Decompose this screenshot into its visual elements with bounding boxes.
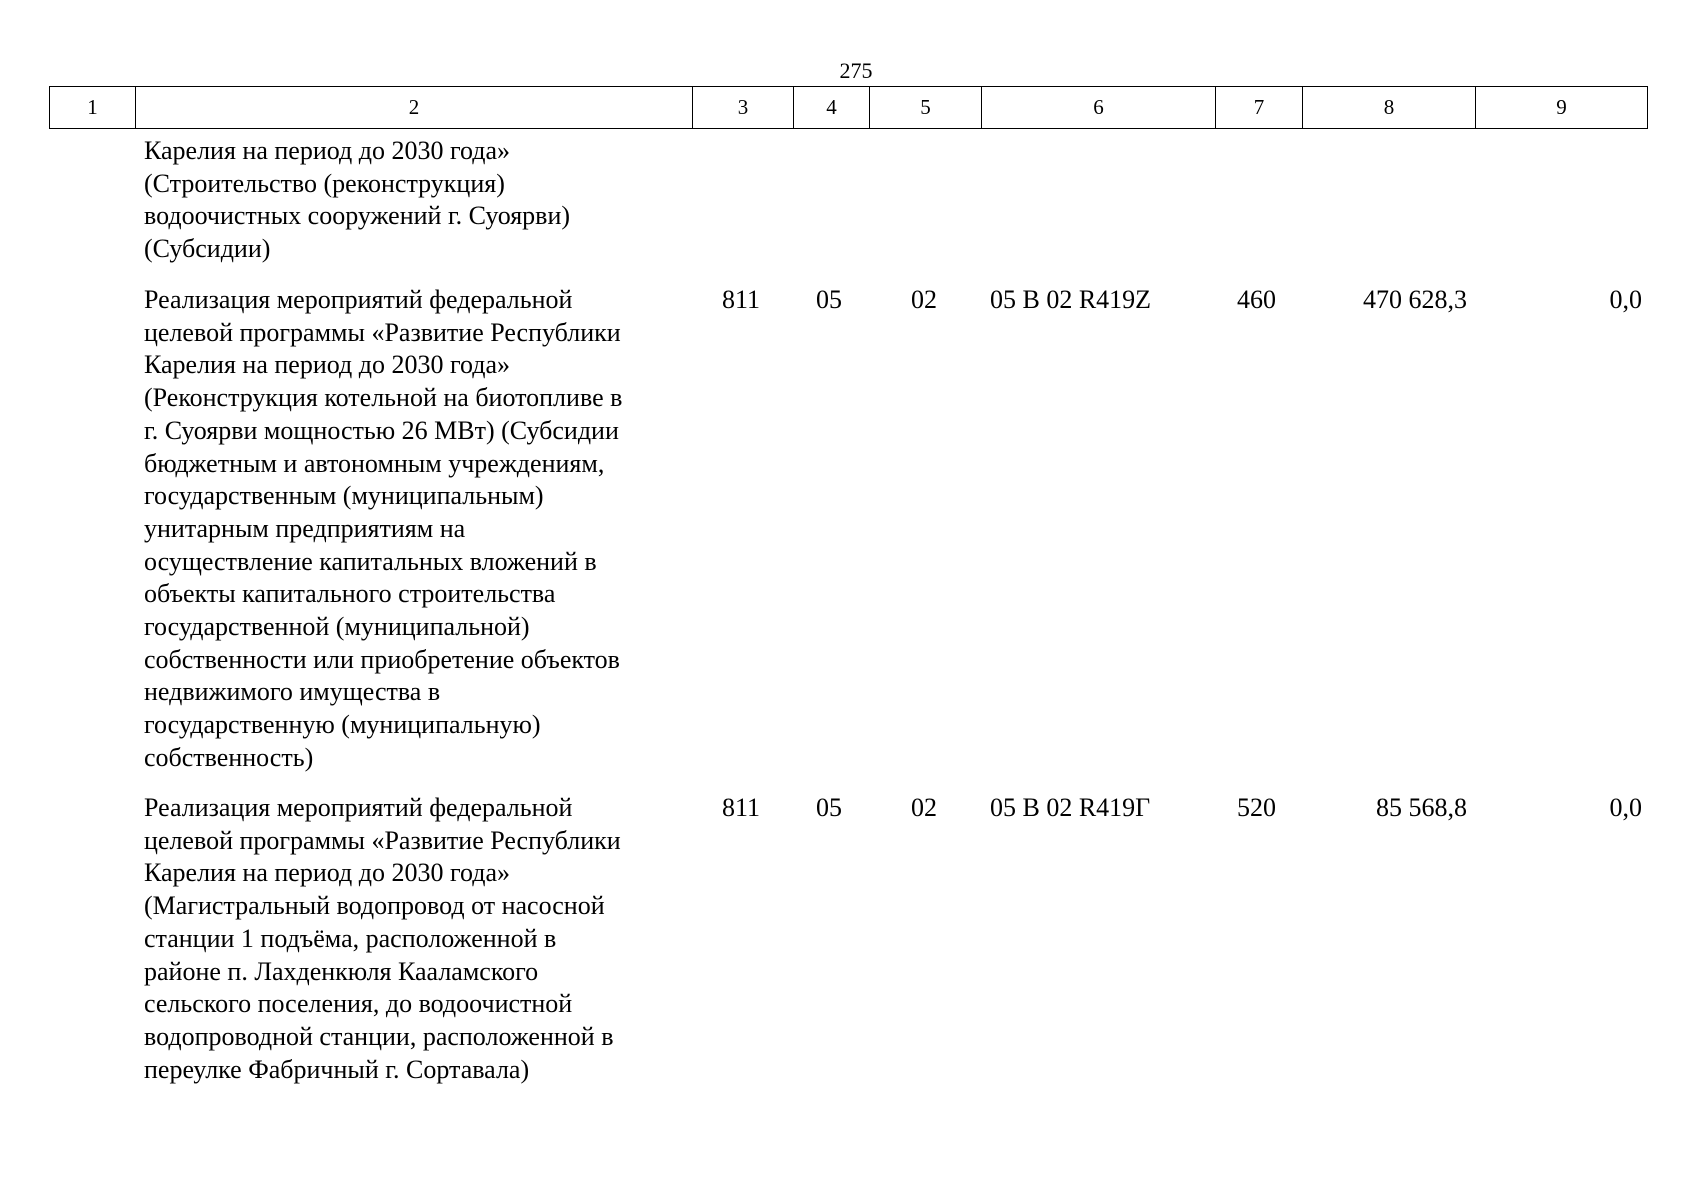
row-col-4: 05 (816, 793, 842, 822)
row-col-8: 470 628,3 (1363, 285, 1467, 314)
row-col-7: 460 (1237, 285, 1276, 314)
header-col-8: 8 (1303, 87, 1476, 128)
header-col-5: 5 (870, 87, 982, 128)
row-col-6: 05 В 02 R419Г (990, 793, 1151, 822)
row-col-9: 0,0 (1609, 285, 1642, 314)
row-col-3: 811 (722, 793, 761, 822)
header-col-7: 7 (1216, 87, 1303, 128)
header-col-6: 6 (982, 87, 1216, 128)
row-col-6: 05 В 02 R419Z (990, 285, 1152, 314)
page-number: 275 (839, 58, 873, 83)
row-col-7: 520 (1237, 793, 1276, 822)
row-description: Реализация мероприятий федеральной целевой программы «Развитие Республики Карелия на период до 2030 года» (Реконструкция котельной на биотопливе в г. Суоярви мощностью 26 МВт) (Субсидии бюджетным и автономным учреждениям, государственным (муниципальным) унитарным предприятиям на осуществление капитальных вложений в объекты капитального строительства государственной (муниципальной) собственности или приобретение объектов недвижимого имущества в государственную (муниципальную) собственность) (144, 285, 623, 772)
row-col-3: 811 (722, 285, 761, 314)
row-col-9: 0,0 (1609, 793, 1642, 822)
header-col-9: 9 (1556, 95, 1567, 119)
header-col-4: 4 (794, 87, 870, 128)
header-col-2: 2 (136, 87, 693, 128)
header-col-1: 1 (50, 87, 136, 128)
table-header (49, 86, 1648, 129)
row-col-5: 02 (911, 285, 937, 314)
row-col-5: 02 (911, 793, 937, 822)
header-col-3: 3 (693, 87, 794, 128)
row-col-4: 05 (816, 285, 842, 314)
row-description: Реализация мероприятий федеральной целевой программы «Развитие Республики Карелия на период до 2030 года» (Магистральный водопровод от насосной станции 1 подъёма, расположенной в районе п. Лахденкюля Кааламского сельского поселения, до водоочистной водопроводной станции, расположенной в переулке Фабричный г. Сортавала) (144, 793, 621, 1084)
row-col-8: 85 568,8 (1376, 793, 1467, 822)
row-description: Карелия на период до 2030 года» (Строительство (реконструкция) водоочистных сооружений г. Суоярви) (Субсидии) (144, 136, 571, 264)
